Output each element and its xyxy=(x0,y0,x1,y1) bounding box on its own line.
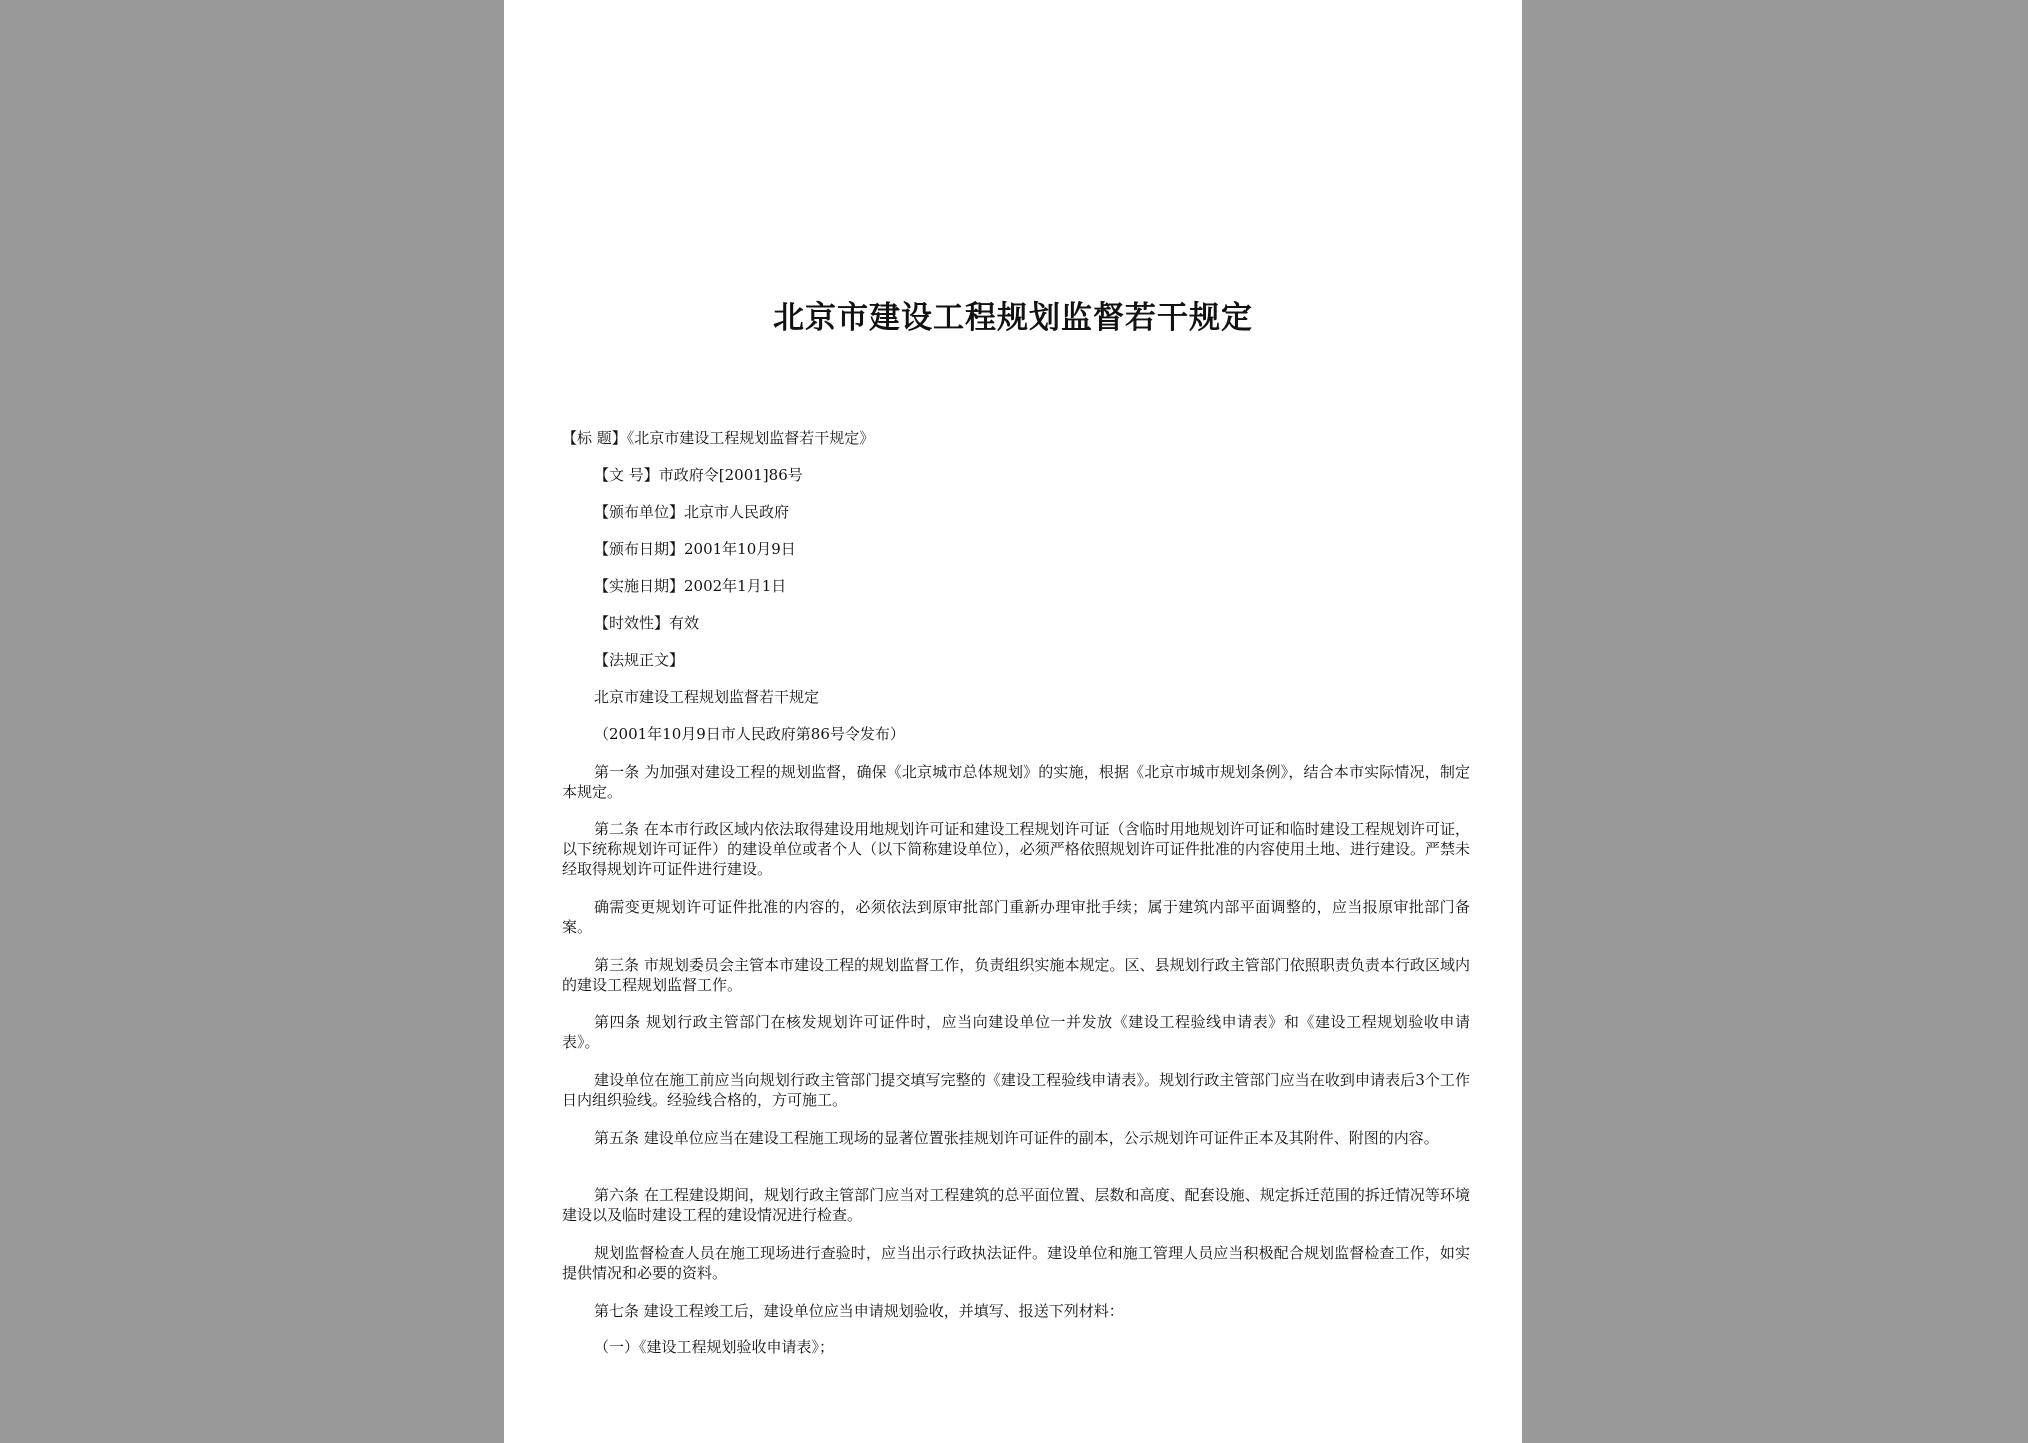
meta-validity: 【时效性】有效 xyxy=(594,614,700,632)
paragraph-article-3: 第三条 市规划委员会主管本市建设工程的规划监督工作，负责组织实施本规定。区、县规划行政主管部门依照职责负责本行政区域内的建设工程规划监督工作。 xyxy=(562,956,1470,994)
paragraph-article-2: 第二条 在本市行政区域内依法取得建设用地规划许可证和建设工程规划许可证（含临时用地规划许可证和临时建设工程规划许可证，以下统称规划许可证件）的建设单位或者个人（以下简称建设单位），必须严格依照规划许可证件批准的内容使用土地、进行建设。严禁未经取得规划许可证件进行建设。 xyxy=(562,820,1470,878)
paragraph-article-4-b: 建设单位在施工前应当向规划行政主管部门提交填写完整的《建设工程验线申请表》。规划行政主管部门应当在收到申请表后3个工作日内组织验线。经验线合格的，方可施工。 xyxy=(562,1071,1470,1109)
paragraph-article-7: 第七条 建设工程竣工后，建设单位应当申请规划验收，并填写、报送下列材料： xyxy=(594,1302,1124,1320)
document-title: 北京市建设工程规划监督若干规定 xyxy=(773,300,1253,336)
issue-note: （2001年10月9日市人民政府第86号令发布） xyxy=(594,725,905,743)
paragraph-article-6: 第六条 在工程建设期间，规划行政主管部门应当对工程建筑的总平面位置、层数和高度、配套设施、规定拆迁范围的拆迁情况等环境建设以及临时建设工程的建设情况进行检查。 xyxy=(562,1186,1470,1224)
body-title: 北京市建设工程规划监督若干规定 xyxy=(594,688,820,706)
meta-body-heading: 【法规正文】 xyxy=(594,651,685,669)
paragraph-article-6-b: 规划监督检查人员在施工现场进行查验时，应当出示行政执法证件。建设单位和施工管理人员应当积极配合规划监督检查工作，如实提供情况和必要的资料。 xyxy=(562,1244,1470,1282)
paragraph-article-5: 第五条 建设单位应当在建设工程施工现场的显著位置张挂规划许可证件的副本，公示规划许可证件正本及其附件、附图的内容。 xyxy=(594,1129,1439,1147)
meta-issuing-authority: 【颁布单位】北京市人民政府 xyxy=(594,503,790,521)
meta-issue-date: 【颁布日期】2001年10月9日 xyxy=(594,540,796,558)
paragraph-article-2-b: 确需变更规划许可证件批准的内容的，必须依法到原审批部门重新办理审批手续；属于建筑内部平面调整的，应当报原审批部门备案。 xyxy=(562,898,1470,936)
meta-doc-number: 【文 号】市政府令[2001]86号 xyxy=(594,466,803,484)
document-page xyxy=(504,0,1522,1443)
list-item: （一）《建设工程规划验收申请表》； xyxy=(594,1338,835,1356)
paragraph-article-4: 第四条 规划行政主管部门在核发规划许可证件时，应当向建设单位一并发放《建设工程验线申请表》和《建设工程规划验收申请表》。 xyxy=(562,1013,1470,1051)
meta-title: 【标 题】《北京市建设工程规划监督若干规定》 xyxy=(562,429,875,447)
meta-effective-date: 【实施日期】2002年1月1日 xyxy=(594,577,787,595)
paragraph-article-1: 第一条 为加强对建设工程的规划监督，确保《北京城市总体规划》的实施，根据《北京市城市规划条例》，结合本市实际情况，制定本规定。 xyxy=(562,763,1470,801)
